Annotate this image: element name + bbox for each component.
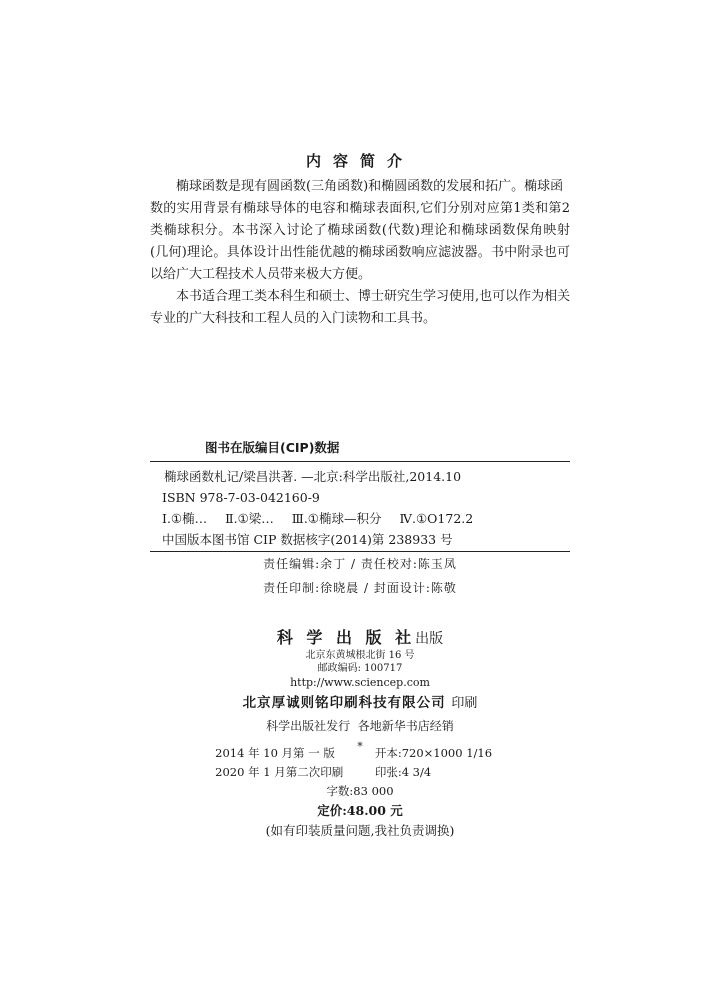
- word-count: 字数:83 000: [326, 784, 394, 798]
- format-spec: 开本:720×1000 1/16: [374, 746, 493, 760]
- publisher-address: 北京东黄城根北街 16 号: [305, 650, 415, 661]
- summary-paragraph-1: [150, 176, 570, 286]
- publisher-postcode: 邮政编码: 100717: [317, 663, 403, 674]
- credits-block: [0, 552, 720, 600]
- printer-name: 北京厚诚则铭印刷科技有限公司: [242, 695, 446, 711]
- cip-isbn-line: ISBN 978-7-03-042160-9: [162, 490, 320, 505]
- price: 定价:48.00 元: [317, 803, 403, 818]
- sheets-info: 印张:4 3/4: [374, 765, 432, 779]
- publisher-name: [0, 628, 720, 649]
- cip-block: [150, 466, 570, 550]
- cip-heading: 图书在版编目(CIP)数据: [205, 440, 340, 455]
- summary-line: 类椭球积分。本书深入讨论了椭球函数(代数)理论和椭球函数保角映射: [150, 223, 570, 238]
- cip-class-3: Ⅲ.①椭球—积分: [291, 511, 382, 526]
- summary-title: 内容简介: [305, 152, 414, 170]
- publisher-url: http://www.sciencep.com: [290, 676, 430, 689]
- cip-class-1: Ⅰ.①椭…: [162, 511, 208, 526]
- summary-line: (几何)理论。具体设计出性能优越的椭球函数响应滤波器。书中附录也可: [150, 245, 570, 260]
- printer-line: [0, 693, 720, 714]
- summary-line: 以给广大工程技术人员带来极大方便。: [150, 267, 372, 282]
- publisher-name-text: 科 学 出 版 社: [276, 628, 416, 647]
- cip-class-4: Ⅳ.①O172.2: [399, 511, 474, 526]
- edition-row-1: [0, 744, 720, 763]
- summary-line: 专业的广大科技和工程人员的入门读物和工具书。: [150, 311, 437, 326]
- printer-suffix: 印刷: [451, 696, 478, 711]
- first-edition: 2014 年 10 月第 一 版: [215, 746, 335, 760]
- cip-title-line: 椭球函数札记/梁昌洪著. —北京:科学出版社,2014.10: [164, 469, 462, 484]
- reprint-info: 2020 年 1 月第二次印刷: [215, 765, 344, 779]
- publisher-suffix: 出版: [415, 631, 444, 647]
- quality-note: (如有印装质量问题,我社负责调换): [265, 823, 455, 838]
- publisher-block: [0, 628, 720, 754]
- summary-line: 本书适合理工类本科生和硕士、博士研究生学习使用,也可以作为相关: [176, 289, 571, 304]
- cip-top-rule: [150, 461, 570, 462]
- cip-class-2: Ⅱ.①梁…: [225, 511, 274, 526]
- distribution-line: 科学出版社发行 各地新华书店经销: [266, 719, 454, 733]
- cip-data-number-line: 中国版本图书馆 CIP 数据核字(2014)第 238933 号: [162, 532, 453, 547]
- edition-block: [0, 744, 720, 842]
- cip-classification-line: [150, 508, 570, 529]
- separator-star: *: [357, 740, 363, 753]
- summary-line: 椭球函数是现有圆函数(三角函数)和椭圆函数的发展和拓广。椭球函: [176, 179, 564, 194]
- summary-paragraph-2: [150, 286, 570, 330]
- credits-print-line: 责任印制:徐晓晨 / 封面设计:陈敬: [263, 581, 457, 595]
- summary-line: 数的实用背景有椭球导体的电容和椭球表面积,它们分别对应第1类和第2: [150, 201, 570, 216]
- edition-row-2: [0, 763, 720, 782]
- credits-editor-line: 责任编辑:余丁 / 责任校对:陈玉凤: [263, 557, 457, 571]
